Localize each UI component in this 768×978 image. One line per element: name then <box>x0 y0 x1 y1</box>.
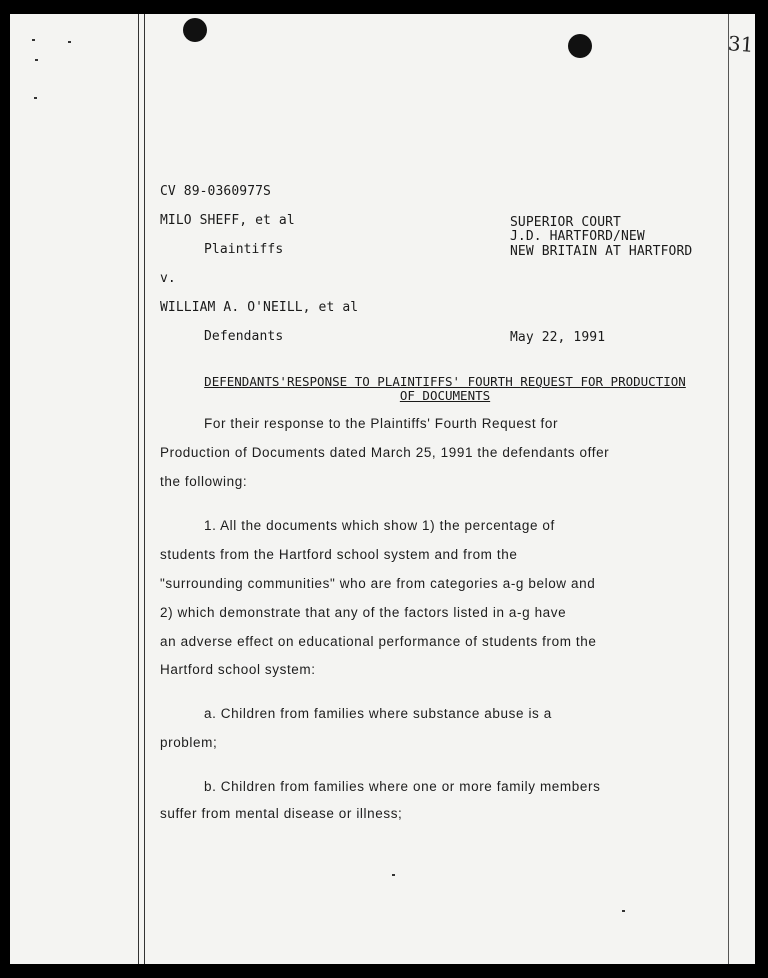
item-1-line-4: 2) which demonstrate that any of the factors listed in a-g have <box>160 605 567 620</box>
court-line-2: J.D. HARTFORD/NEW <box>510 229 645 244</box>
item-1-line-3: "surrounding communities" who are from categories a-g below and <box>160 576 596 591</box>
scan-speck <box>392 874 395 876</box>
versus: v. <box>160 271 176 286</box>
document-date: May 22, 1991 <box>510 330 606 345</box>
intro-line-1: For their response to the Plaintiffs' Fourth Request for <box>204 416 559 431</box>
scan-speck <box>68 41 71 43</box>
plaintiff-role: Plaintiffs <box>204 242 284 257</box>
court-line-3: NEW BRITAIN AT HARTFORD <box>510 244 693 259</box>
item-1-line-6: Hartford school system: <box>160 662 316 677</box>
margin-line-left-2 <box>144 14 145 964</box>
item-1-line-5: an adverse effect on educational performance of students from the <box>160 634 597 649</box>
margin-line-left-1 <box>138 14 139 964</box>
item-a-line-2: problem; <box>160 735 218 750</box>
scan-speck <box>622 910 625 912</box>
document-title-line-2: OF DOCUMENTS <box>399 388 491 403</box>
plaintiff-name: MILO SHEFF, et al <box>160 213 295 228</box>
punch-hole-left <box>183 18 207 42</box>
page-mark: 31 <box>727 31 755 57</box>
item-b-line-2: suffer from mental disease or illness; <box>160 806 403 821</box>
scan-speck <box>35 59 38 61</box>
intro-line-3: the following: <box>160 474 248 489</box>
court-line-1: SUPERIOR COURT <box>510 215 621 230</box>
intro-line-2: Production of Documents dated March 25, 1991 the defendants offer <box>160 445 610 460</box>
case-number: CV 89-0360977S <box>160 184 271 199</box>
item-a-line-1: a. Children from families where substance abuse is a <box>204 706 552 721</box>
item-1-line-1: 1. All the documents which show 1) the percentage of <box>204 518 555 533</box>
document-title-line-1: DEFENDANTS'RESPONSE TO PLAINTIFFS' FOURTH REQUEST FOR PRODUCTION <box>204 374 686 389</box>
item-b-line-1: b. Children from families where one or more family members <box>204 779 601 794</box>
document-page <box>10 14 755 964</box>
defendant-role: Defendants <box>204 329 284 344</box>
defendant-name: WILLIAM A. O'NEILL, et al <box>160 300 359 315</box>
scan-speck <box>32 39 35 41</box>
item-1-line-2: students from the Hartford school system and from the <box>160 547 518 562</box>
margin-line-right <box>728 14 729 964</box>
scan-speck <box>34 97 37 99</box>
punch-hole-right <box>568 34 592 58</box>
